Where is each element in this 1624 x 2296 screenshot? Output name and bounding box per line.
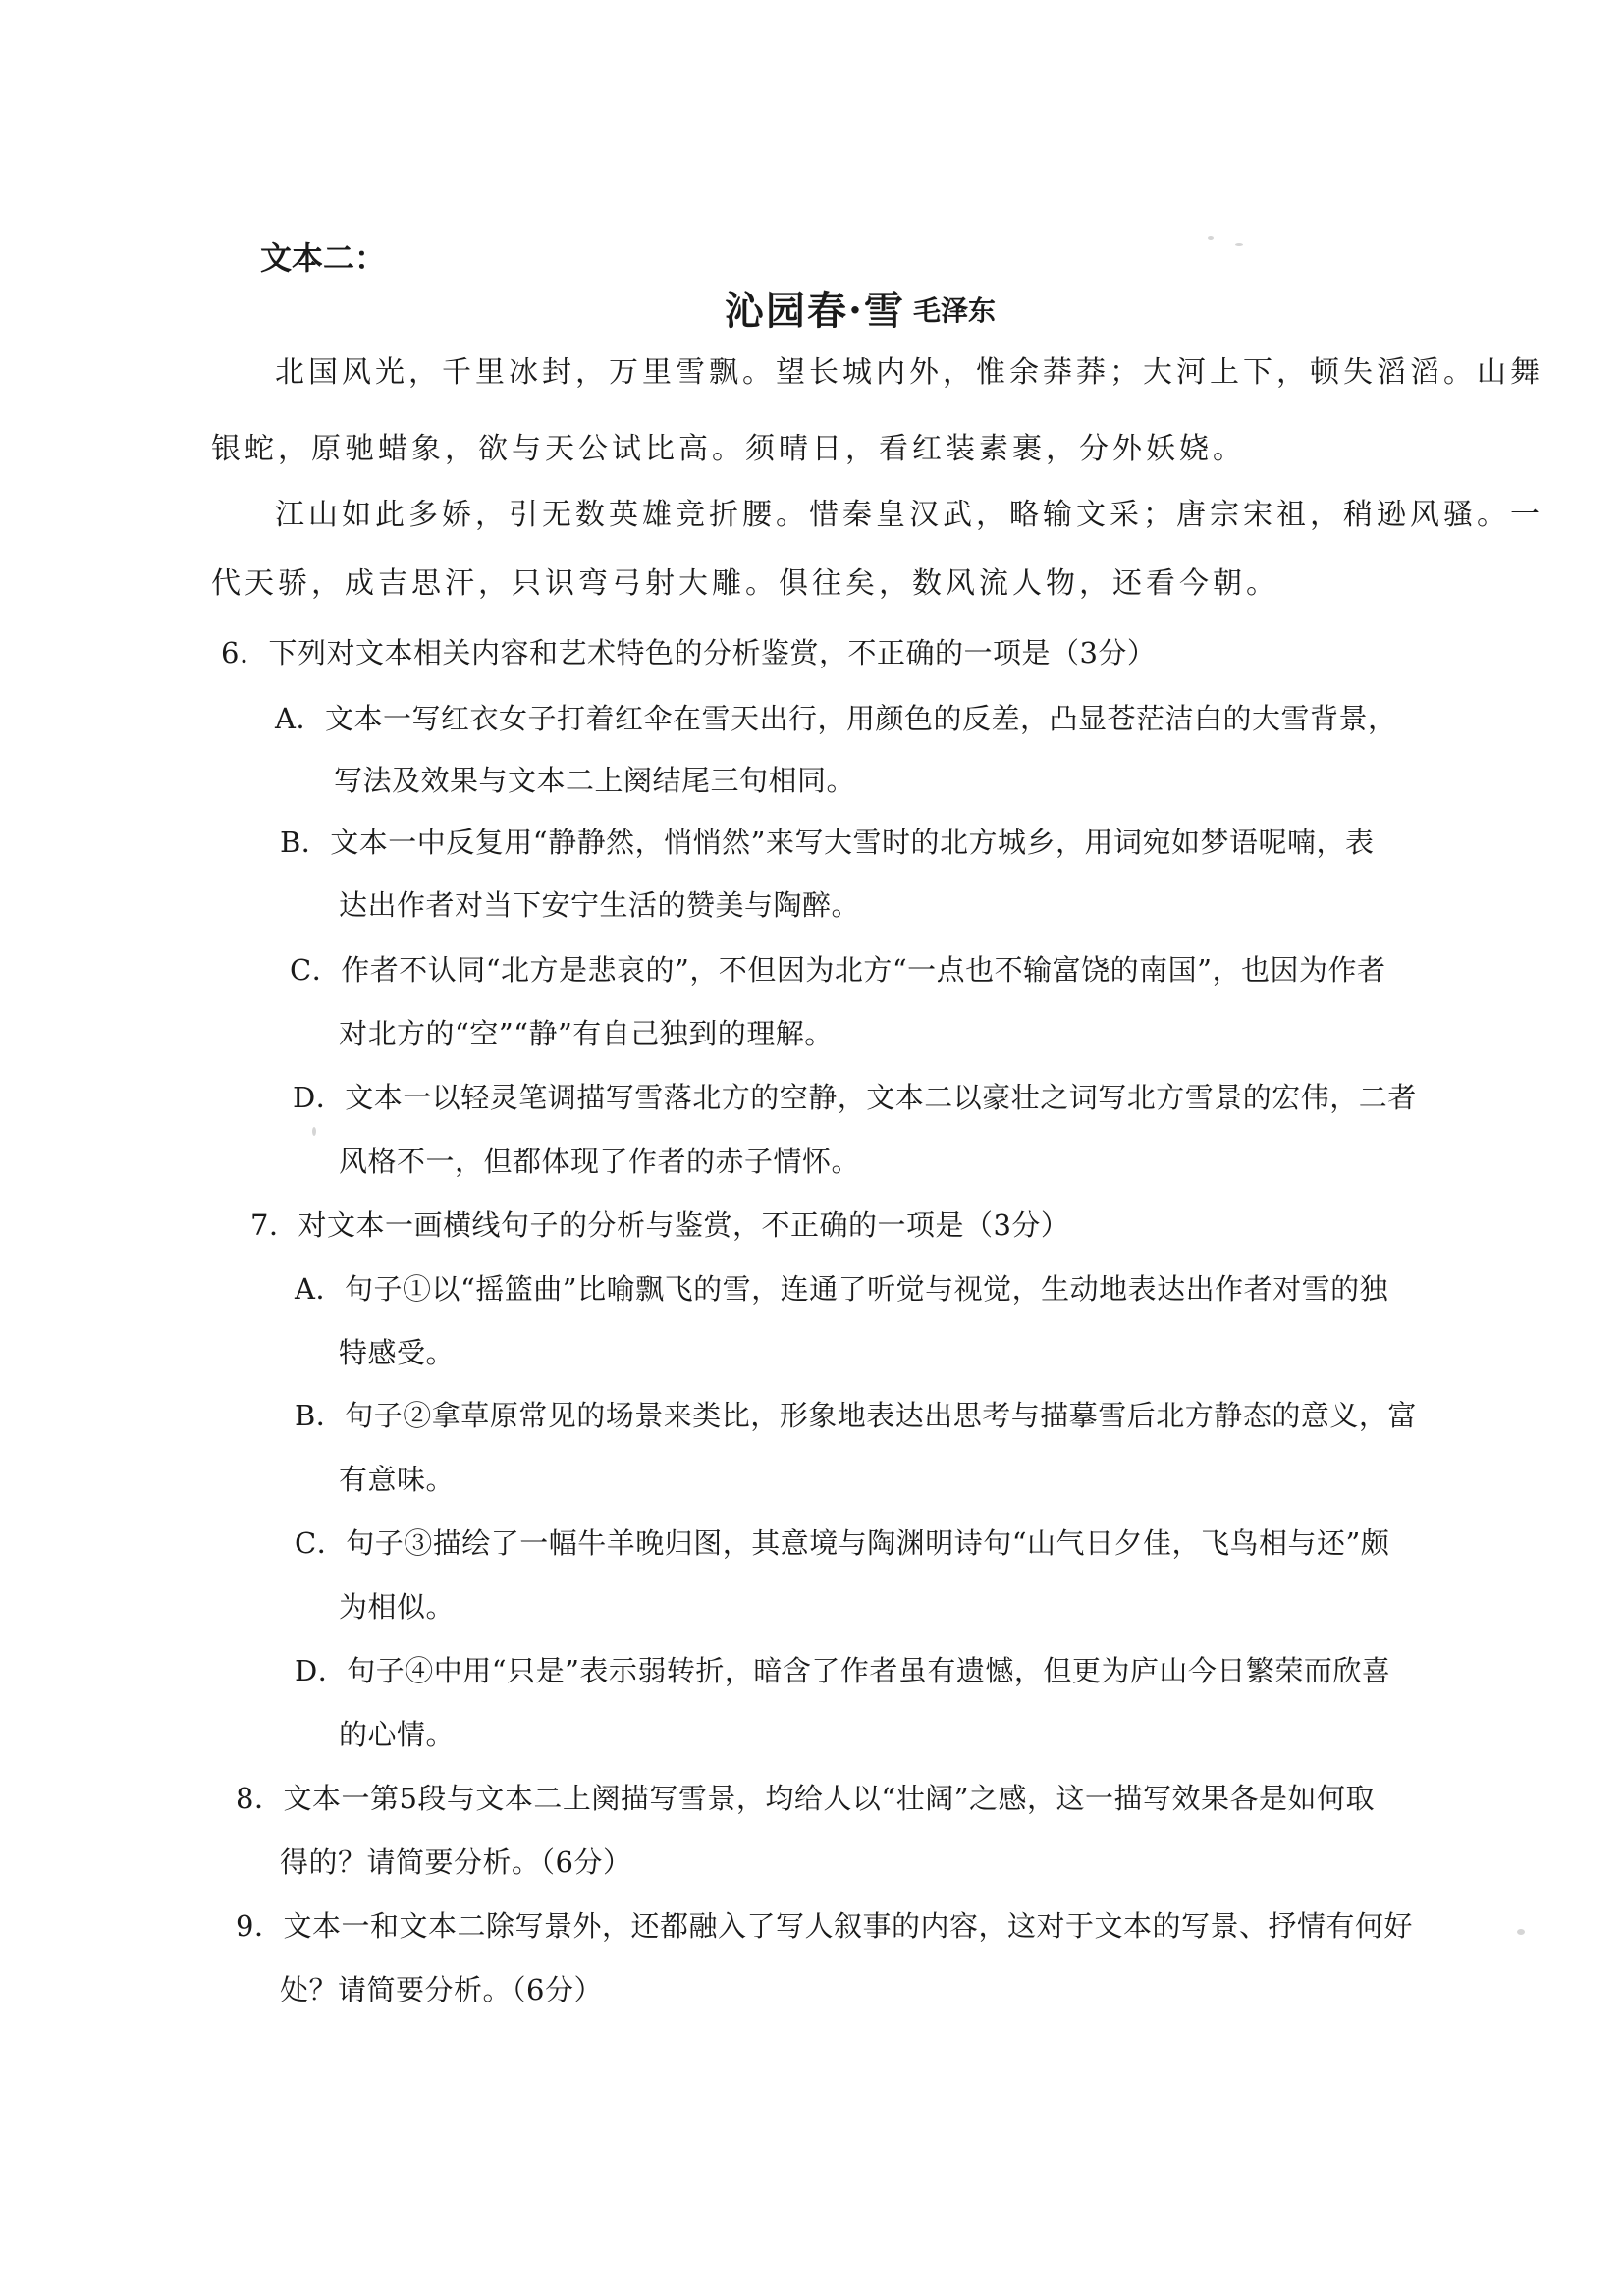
q6-option-d-cont: 风格不一，但都体现了作者的赤子情怀。 <box>339 1145 861 1178</box>
question-6-stem: 6．下列对文本相关内容和艺术特色的分析鉴赏，不正确的一项是（3分） <box>221 636 1157 669</box>
question-7-stem: 7．对文本一画横线句子的分析与鉴赏，不正确的一项是（3分） <box>250 1208 1070 1242</box>
question-9-cont: 处？请简要分析。（6分） <box>280 1973 603 2006</box>
q7-option-d: D．句子④中用“只是”表示弱转折，暗含了作者虽有遗憾，但更为庐山今日繁荣而欣喜 <box>295 1654 1391 1687</box>
poem-title: 沁园春·雪 <box>725 288 905 334</box>
question-8: 8．文本一第5段与文本二上阕描写雪景，均给人以“壮阔”之感，这一描写效果各是如何取 <box>236 1782 1376 1815</box>
scan-speck <box>1235 243 1243 246</box>
q6-option-d: D．文本一以轻灵笔调描写雪落北方的空静，文本二以豪壮之词写北方雪景的宏伟，二者 <box>293 1081 1417 1114</box>
poem-line: 代天骄，成吉思汗，只识弯弓射大雕。俱往矣，数风流人物，还看今朝。 <box>211 566 1279 601</box>
q7-option-b: B．句子②拿草原常见的场景来类比，形象地表达出思考与描摹雪后北方静态的意义，富 <box>295 1399 1417 1432</box>
q6-option-b-cont: 达出作者对当下安宁生活的赞美与陶醉。 <box>339 888 861 922</box>
poem-line: 北国风光，千里冰封，万里雪飘。望长城内外，惟余莽莽；大河上下，顿失滔滔。山舞 <box>275 355 1543 390</box>
q7-option-c-cont: 为相似。 <box>339 1590 456 1624</box>
q6-option-a-cont: 写法及效果与文本二上阕结尾三句相同。 <box>334 764 856 797</box>
q7-option-d-cont: 的心情。 <box>339 1718 456 1751</box>
poem-line: 银蛇，原驰蜡象，欲与天公试比高。须晴日，看红装素裹，分外妖娆。 <box>211 432 1246 466</box>
scan-speck <box>1517 1929 1525 1935</box>
section-label: 文本二： <box>260 240 387 277</box>
poem-author: 毛泽东 <box>913 294 997 327</box>
q7-option-a: A．句子①以“摇篮曲”比喻飘飞的雪，连通了听觉与视觉，生动地表达出作者对雪的独 <box>295 1272 1389 1306</box>
question-9: 9．文本一和文本二除写景外，还都融入了写人叙事的内容，这对于文本的写景、抒情有何好 <box>236 1909 1413 1943</box>
q6-option-c: C．作者不认同“北方是悲哀的”，不但因为北方“一点也不输富饶的南国”，也因为作者 <box>290 953 1386 987</box>
q6-option-c-cont: 对北方的“空”“静”有自己独到的理解。 <box>339 1017 834 1050</box>
scan-speck <box>1208 236 1214 240</box>
poem-line: 江山如此多娇，引无数英雄竞折腰。惜秦皇汉武，略输文采；唐宗宋祖，稍逊风骚。一 <box>275 498 1543 532</box>
q7-option-c: C．句子③描绘了一幅牛羊晚归图，其意境与陶渊明诗句“山气日夕佳，飞鸟相与还”颇 <box>295 1526 1390 1560</box>
q6-option-a: A．文本一写红衣女子打着红伞在雪天出行，用颜色的反差，凸显苍茫洁白的大雪背景， <box>275 702 1397 735</box>
q7-option-a-cont: 特感受。 <box>339 1336 456 1369</box>
q6-option-b: B．文本一中反复用“静静然，悄悄然”来写大雪时的北方城乡，用词宛如梦语呢喃，表 <box>280 826 1375 859</box>
question-8-cont: 得的？请简要分析。（6分） <box>280 1845 632 1879</box>
scan-speck <box>312 1127 316 1136</box>
q7-option-b-cont: 有意味。 <box>339 1463 456 1496</box>
